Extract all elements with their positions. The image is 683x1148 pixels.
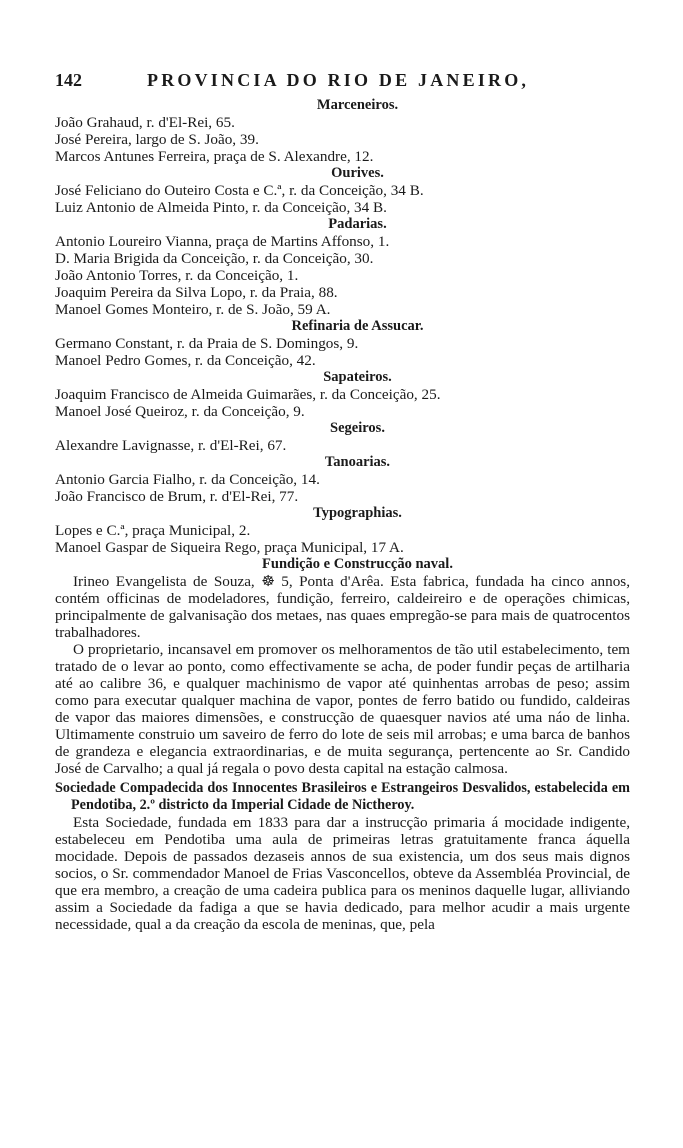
entry: Antonio Loureiro Vianna, praça de Martins Affonso, 1. xyxy=(55,233,390,250)
entry: Manoel José Queiroz, r. da Conceição, 9. xyxy=(55,403,305,420)
section-heading-refinaria: Refinaria de Assucar. xyxy=(291,318,424,334)
entry: Marcos Antunes Ferreira, praça de S. Alexandre, 12. xyxy=(55,148,374,165)
section-heading-typographias: Typographias. xyxy=(313,505,402,521)
page-body xyxy=(55,97,630,933)
fundicao-text-2: O proprietario, incansavel em promover os melhoramentos de tão util estabelecimento, tem tratado de o levar ao ponto, como effectivamente se acha, de poder fundir peças de artilharia até ao calibre 36, e qualquer machinismo de vapor até quinhentas arrobas de peso; assim como para executar qualquer machina de vapor, pontes de ferro batido ou fundido, caldeiras de vapor das maiores dimensões, e construcção de quaesquer navios até uma náo de linha. Ultimamente construio um saveiro de ferro do lote de seis mil arrobas; e uma barca de banhos de grandeza e elegancia extraordinarias, e de muita segurança, pertencente ao Sr. Candido José de Carvalho; a qual já regala o povo desta capital na estação calmosa. xyxy=(55,641,630,777)
entry: Manoel Gomes Monteiro, r. de S. João, 59 A. xyxy=(55,301,331,318)
sociedade-text: Esta Sociedade, fundada em 1833 para dar a instrucção primaria á mocidade indigente, estabeleceu em Pendotiba uma aula de primeiras letras gratuitamente franca áquella mocidade. Depois de passados dezaseis annos de sua existencia, um dos seus mais dignos socios, o Sr. commendador Manoel de Frias Vasconcellos, obteve da Assembléa Provincial, de que era membro, a creação de uma cadeira publica para os meninos daquelle lugar, alliviando assim a Sociedade da fadiga a que se havia dedicado, para melhor acudir a mais urgente necessidade, qual a da creação da escola de meninas, que, pela xyxy=(55,814,630,933)
section-heading-segeiros: Segeiros. xyxy=(330,420,385,436)
entry: Joaquim Francisco de Almeida Guimarães, r. da Conceição, 25. xyxy=(55,386,441,403)
section-heading-sociedade: Sociedade Compadecida dos Innocentes Brasileiros e Estrangeiros Desvalidos, estabelecida em Pendotiba, 2.º districto da Imperial Cidade de Nictheroy. xyxy=(55,780,630,813)
entry: Alexandre Lavignasse, r. d'El-Rei, 67. xyxy=(55,437,287,454)
fundicao-text-1: Irineo Evangelista de Souza, ☸ 5, Ponta d'Arêa. Esta fabrica, fundada ha cinco annos, contém officinas de modeladores, fundição, ferreiro, caldeireiro e de operações chimicas, principalmente de galvanisação dos metaes, nas quaes empregão-se para mais de quatrocentos trabalhadores. xyxy=(55,573,630,641)
entry: João Grahaud, r. d'El-Rei, 65. xyxy=(55,114,235,131)
entry: D. Maria Brigida da Conceição, r. da Conceição, 30. xyxy=(55,250,374,267)
running-title: PROVINCIA DO RIO DE JANEIRO, xyxy=(147,70,530,90)
section-heading-marceneiros: Marceneiros. xyxy=(316,97,399,113)
entry: Manoel Gaspar de Siqueira Rego, praça Municipal, 17 A. xyxy=(55,539,404,556)
entry: Joaquim Pereira da Silva Lopo, r. da Praia, 88. xyxy=(55,284,338,301)
entry: Lopes e C.ª, praça Municipal, 2. xyxy=(55,522,251,539)
fundicao-paragraph xyxy=(55,641,630,777)
entry: João Antonio Torres, r. da Conceição, 1. xyxy=(55,267,299,284)
fundicao-paragraph xyxy=(55,573,630,641)
section-heading-fundicao: Fundição e Construcção naval. xyxy=(262,556,453,572)
section-heading-sapateiros: Sapateiros. xyxy=(323,369,392,385)
section-heading-ourives: Ourives. xyxy=(331,165,384,181)
sociedade-paragraph xyxy=(55,814,630,933)
section-heading-padarias: Padarias. xyxy=(328,216,387,232)
entry: Germano Constant, r. da Praia de S. Domingos, 9. xyxy=(55,335,359,352)
entry: Antonio Garcia Fialho, r. da Conceição, 14. xyxy=(55,471,320,488)
entry: Manoel Pedro Gomes, r. da Conceição, 42. xyxy=(55,352,316,369)
entry: João Francisco de Brum, r. d'El-Rei, 77. xyxy=(55,488,299,505)
entry: José Pereira, largo de S. João, 39. xyxy=(55,131,259,148)
section-heading-tanoarias: Tanoarias. xyxy=(324,454,391,470)
page-number: 142 xyxy=(55,70,82,90)
page-header xyxy=(55,70,630,96)
entry: Luiz Antonio de Almeida Pinto, r. da Conceição, 34 B. xyxy=(55,199,387,216)
entry: José Feliciano do Outeiro Costa e C.ª, r. da Conceição, 34 B. xyxy=(55,182,424,199)
